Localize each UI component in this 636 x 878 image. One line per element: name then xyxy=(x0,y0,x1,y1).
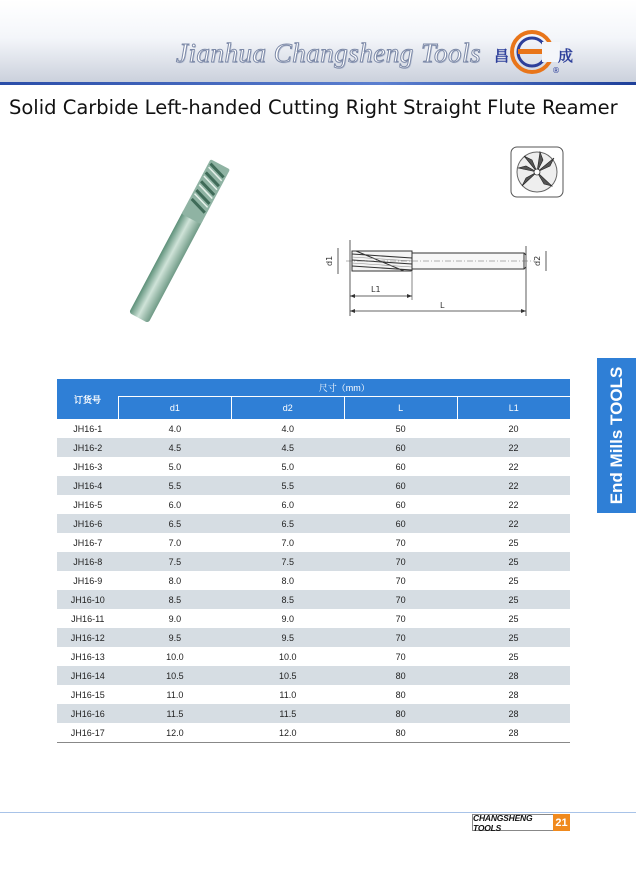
cross-section-icon xyxy=(510,146,564,198)
table-row xyxy=(57,533,570,552)
cell-d1: 9.0 xyxy=(168,613,182,624)
order-code-cell: JH16-13 xyxy=(70,651,105,662)
table-row xyxy=(57,590,570,609)
spec-table xyxy=(57,379,570,743)
table-row xyxy=(57,647,570,666)
table-row xyxy=(57,419,570,438)
logo-char-right: 成 xyxy=(558,48,574,65)
cell-d2: 12.0 xyxy=(231,723,344,743)
cell-l: 70 xyxy=(395,537,406,548)
cell-l: 80 xyxy=(344,704,457,723)
page-number: 21 xyxy=(553,814,570,831)
order-code-cell: JH16-3 xyxy=(73,461,103,472)
footer-brand: CHANGSHENG TOOLS xyxy=(472,814,554,831)
cell-l: 60 xyxy=(344,514,457,533)
logo-char-left: 昌 xyxy=(494,48,510,65)
column-header-d1: d1 xyxy=(119,397,232,419)
cell-d2: 10.0 xyxy=(279,651,297,662)
reamer-photo xyxy=(104,150,254,335)
cell-l1: 28 xyxy=(508,689,519,700)
company-logo-icon xyxy=(508,28,560,76)
table-row xyxy=(57,723,570,743)
table-row xyxy=(57,514,570,533)
cell-d1: 6.0 xyxy=(168,499,182,510)
cell-d1: 10.0 xyxy=(166,651,184,662)
cell-l1: 20 xyxy=(508,423,519,434)
drawing-label-d1: d1 xyxy=(325,255,334,266)
cell-d2: 10.5 xyxy=(231,666,344,685)
order-code-cell: JH16-7 xyxy=(73,537,103,548)
cell-l1: 22 xyxy=(457,514,570,533)
table-row xyxy=(57,628,570,647)
cell-d2: 4.5 xyxy=(231,438,344,457)
cell-l1: 25 xyxy=(457,552,570,571)
column-header-l: L xyxy=(344,397,457,419)
drawing-label-d2: d2 xyxy=(533,255,542,266)
table-row xyxy=(57,609,570,628)
cell-l1: 25 xyxy=(457,590,570,609)
table-row xyxy=(57,457,570,476)
cell-d1: 4.5 xyxy=(119,438,232,457)
order-code-cell: JH16-10 xyxy=(57,590,119,609)
order-code-cell: JH16-8 xyxy=(57,552,119,571)
order-code-cell: JH16-12 xyxy=(57,628,119,647)
cell-l: 60 xyxy=(344,476,457,495)
table-row xyxy=(57,704,570,723)
drawing-label-l1: L1 xyxy=(371,285,381,294)
table-row xyxy=(57,495,570,514)
cell-l: 70 xyxy=(344,628,457,647)
order-code-cell: JH16-6 xyxy=(57,514,119,533)
cell-l1: 22 xyxy=(508,461,519,472)
cell-d1: 10.5 xyxy=(119,666,232,685)
cell-l1: 25 xyxy=(508,537,519,548)
brand-title: Jianhua Changsheng Tools xyxy=(176,38,482,68)
cell-l1: 22 xyxy=(508,499,519,510)
table-row xyxy=(57,476,570,495)
cell-d2: 8.5 xyxy=(231,590,344,609)
cell-l1: 28 xyxy=(457,666,570,685)
cell-d1: 5.5 xyxy=(119,476,232,495)
order-code-cell: JH16-5 xyxy=(73,499,103,510)
cell-l: 70 xyxy=(395,651,406,662)
table-row xyxy=(57,666,570,685)
order-code-cell: JH16-11 xyxy=(71,613,105,624)
cell-l1: 25 xyxy=(508,575,519,586)
table-row xyxy=(57,571,570,590)
order-code-cell: JH16-2 xyxy=(57,438,119,457)
column-header-d2: d2 xyxy=(231,397,344,419)
cell-d1: 12.0 xyxy=(119,723,232,743)
cell-l1: 25 xyxy=(508,651,519,662)
dimension-group-header: 尺寸（mm） xyxy=(119,379,571,397)
cell-d2: 11.0 xyxy=(279,689,297,700)
cell-d1: 11.0 xyxy=(166,689,184,700)
cell-d1: 8.5 xyxy=(119,590,232,609)
cell-l: 70 xyxy=(395,613,406,624)
dimension-drawing xyxy=(316,236,566,320)
cell-d2: 8.0 xyxy=(281,575,295,586)
cell-l: 80 xyxy=(344,723,457,743)
logo-registered-mark: ® xyxy=(552,66,560,75)
cell-d2: 4.0 xyxy=(281,423,295,434)
cell-d1: 7.5 xyxy=(119,552,232,571)
cell-l1: 22 xyxy=(457,438,570,457)
cell-l: 60 xyxy=(395,499,406,510)
cell-d2: 5.0 xyxy=(281,461,295,472)
cell-d1: 11.5 xyxy=(119,704,232,723)
cell-l1: 28 xyxy=(457,723,570,743)
order-code-cell: JH16-16 xyxy=(57,704,119,723)
cell-d1: 6.5 xyxy=(119,514,232,533)
cell-d1: 8.0 xyxy=(168,575,182,586)
column-header-l1: L1 xyxy=(457,397,570,419)
cell-l: 80 xyxy=(395,689,406,700)
cell-d2: 11.5 xyxy=(231,704,344,723)
cell-l: 70 xyxy=(395,575,406,586)
cell-l: 70 xyxy=(344,552,457,571)
side-tab-label: End Mills TOOLS xyxy=(606,366,626,505)
cell-d1: 7.0 xyxy=(168,537,182,548)
cell-l1: 25 xyxy=(457,628,570,647)
cell-d2: 9.5 xyxy=(231,628,344,647)
cell-d2: 7.0 xyxy=(281,537,295,548)
cell-l: 80 xyxy=(344,666,457,685)
cell-l1: 22 xyxy=(457,476,570,495)
order-code-cell: JH16-1 xyxy=(73,423,103,434)
cell-d2: 6.5 xyxy=(231,514,344,533)
table-row xyxy=(57,552,570,571)
cell-l: 60 xyxy=(344,438,457,457)
cell-d2: 6.0 xyxy=(281,499,295,510)
drawing-label-l: L xyxy=(440,301,445,310)
cell-l: 50 xyxy=(395,423,406,434)
cell-l: 70 xyxy=(344,590,457,609)
spec-table-body xyxy=(57,419,570,743)
table-row xyxy=(57,438,570,457)
section-side-tab xyxy=(597,358,636,513)
cell-d1: 5.0 xyxy=(168,461,182,472)
table-row xyxy=(57,685,570,704)
cell-l: 60 xyxy=(395,461,406,472)
page-title: Solid Carbide Left-handed Cutting Right Straight Flute Reamer xyxy=(9,96,618,119)
cell-l1: 28 xyxy=(457,704,570,723)
order-code-cell: JH16-14 xyxy=(57,666,119,685)
cell-d2: 9.0 xyxy=(281,613,295,624)
header-rule xyxy=(0,82,636,85)
cell-d1: 4.0 xyxy=(168,423,182,434)
cell-d1: 9.5 xyxy=(119,628,232,647)
order-code-cell: JH16-15 xyxy=(70,689,105,700)
order-code-cell: JH16-17 xyxy=(57,723,119,743)
order-number-header: 订货号 xyxy=(57,379,119,419)
cell-l1: 25 xyxy=(508,613,519,624)
cell-d2: 5.5 xyxy=(231,476,344,495)
cell-d2: 7.5 xyxy=(231,552,344,571)
order-code-cell: JH16-9 xyxy=(73,575,103,586)
order-code-cell: JH16-4 xyxy=(57,476,119,495)
